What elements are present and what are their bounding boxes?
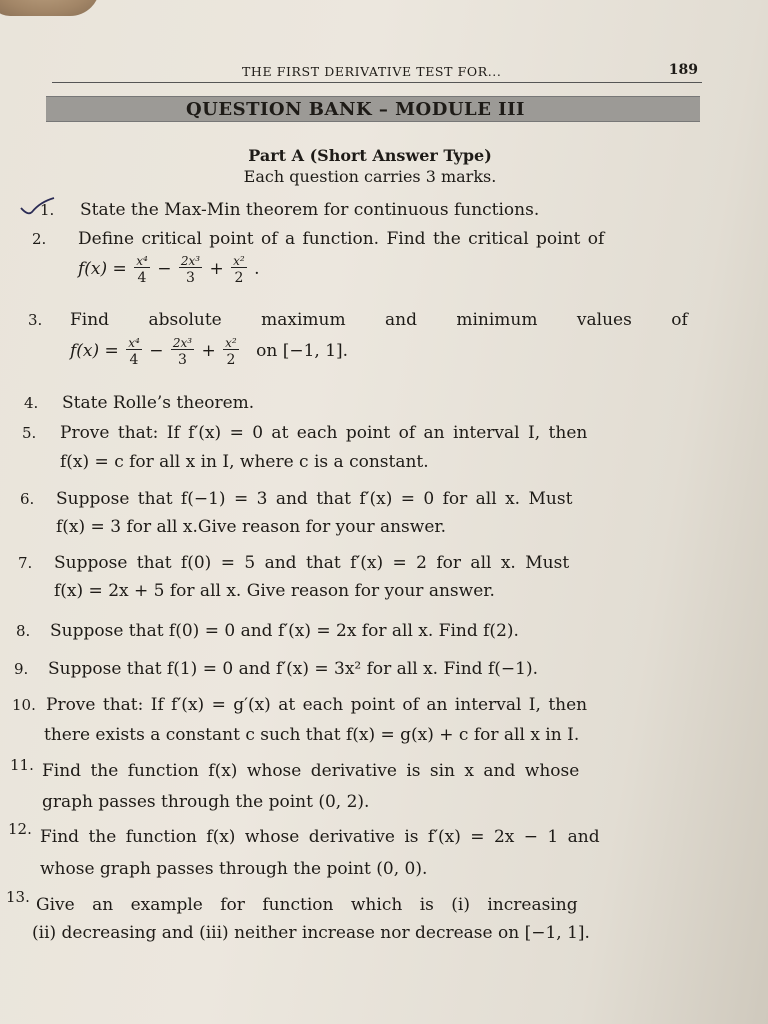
fraction: $\frac{\text{x²}}{2}$ <box>233 253 245 286</box>
question-text: Prove that: If f′(x) = 0 at each point of an interval I, then <box>60 423 588 443</box>
question-text: Give an example for function which is (i) increasing <box>36 895 578 915</box>
question-number: 10. <box>12 696 36 714</box>
question-7-continuation: f(x) = 2x + 5 for all x. Give reason for your answer. <box>54 581 495 601</box>
fraction: $\frac{\text{x⁴}}{4}$ <box>136 253 148 286</box>
question-13-continuation: (ii) decreasing and (iii) neither increase nor decrease on [−1, 1]. <box>32 923 590 943</box>
formula-lhs: f(x) = <box>78 259 127 279</box>
plus-sign: + <box>201 341 216 361</box>
question-12-continuation: whose graph passes through the point (0, 0). <box>40 859 428 879</box>
question-number: 5. <box>22 424 37 442</box>
minus-sign: − <box>157 259 172 279</box>
interval-text: on [−1, 1]. <box>256 341 349 361</box>
fraction: $\frac{\text{2x³}}{3}$ <box>180 253 201 286</box>
question-10-continuation: there exists a constant c such that f(x) = g(x) + c for all x in I. <box>44 725 580 745</box>
question-5-continuation: f(x) = c for all x in I, where c is a constant. <box>60 452 429 472</box>
banner-title: QUESTION BANK – MODULE III <box>186 99 525 120</box>
question-2-formula <box>78 254 260 285</box>
question-number: 6. <box>20 490 35 508</box>
question-text: State the Max-Min theorem for continuous functions. <box>80 200 540 220</box>
formula-lhs: f(x) = <box>70 341 119 361</box>
fraction: $\frac{\text{2x³}}{3}$ <box>172 335 193 368</box>
part-title: Part A (Short Answer Type) <box>248 146 492 165</box>
part-subtitle: Each question carries 3 marks. <box>243 167 497 186</box>
question-text: Define critical point of a function. Find the critical point of <box>78 229 605 249</box>
question-bank-banner <box>46 96 700 122</box>
question-text: Find absolute maximum and minimum values of <box>70 310 688 330</box>
minus-sign: − <box>149 341 164 361</box>
question-text: Suppose that f(0) = 0 and f′(x) = 2x for all x. Find f(2). <box>50 621 519 641</box>
page-number: 189 <box>668 62 698 78</box>
question-number: 12. <box>8 820 32 838</box>
question-number: 7. <box>18 554 33 572</box>
fraction: $\frac{\text{x²}}{2}$ <box>225 335 237 368</box>
question-11-continuation: graph passes through the point (0, 2). <box>42 792 370 812</box>
question-number: 11. <box>10 756 34 774</box>
question-3-formula <box>70 336 348 367</box>
running-header <box>52 64 702 83</box>
question-number: 4. <box>24 394 39 412</box>
fraction: $\frac{\text{x⁴}}{4}$ <box>128 335 140 368</box>
question-text: Find the function f(x) whose derivative is sin x and whose <box>42 761 580 781</box>
question-text: Suppose that f(0) = 5 and that f′(x) = 2 for all x. Must <box>54 553 570 573</box>
question-text: Prove that: If f′(x) = g′(x) at each point of an interval I, then <box>46 695 588 715</box>
period: . <box>254 259 260 279</box>
question-text: State Rolle’s theorem. <box>62 393 255 413</box>
question-number: 9. <box>14 660 29 678</box>
question-number: 1. <box>40 201 55 219</box>
question-number: 13. <box>6 888 30 906</box>
thumb-shadow <box>0 0 100 16</box>
question-text: Suppose that f(−1) = 3 and that f′(x) = 0 for all x. Must <box>56 489 573 509</box>
question-6-continuation: f(x) = 3 for all x.Give reason for your answer. <box>56 517 447 537</box>
question-number: 3. <box>28 311 43 329</box>
question-number: 2. <box>32 230 47 248</box>
plus-sign: + <box>209 259 224 279</box>
question-number: 8. <box>16 622 31 640</box>
running-title: THE FIRST DERIVATIVE TEST FOR... <box>242 64 502 79</box>
question-text: Suppose that f(1) = 0 and f′(x) = 3x² for all x. Find f(−1). <box>48 659 538 679</box>
question-text: Find the function f(x) whose derivative is f′(x) = 2x − 1 and <box>40 827 600 847</box>
